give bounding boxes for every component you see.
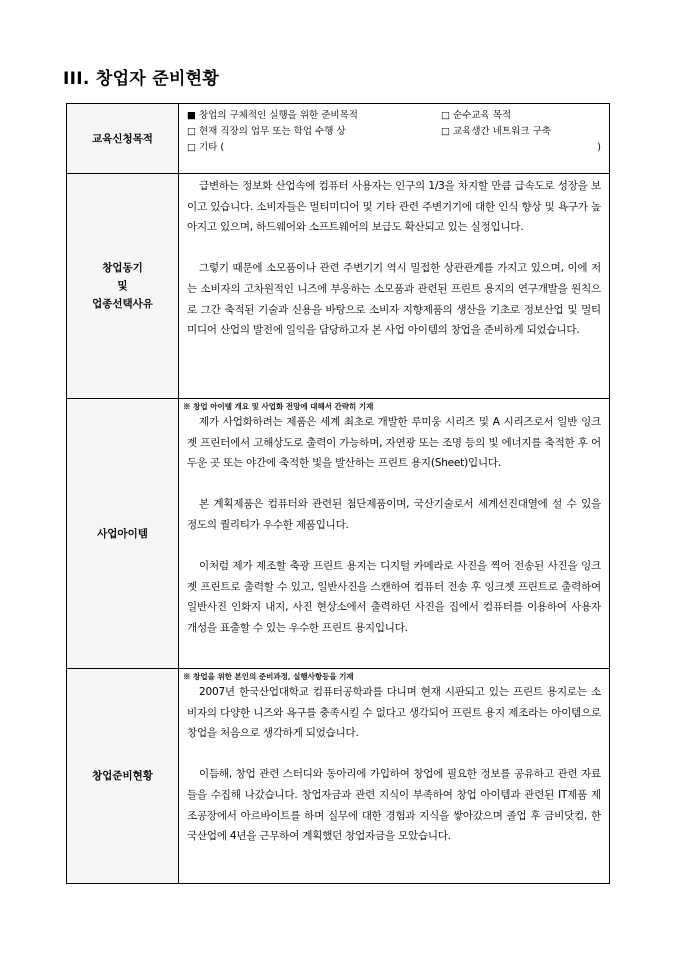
- motive-paragraph: 급변하는 정보화 산업속에 컴퓨터 사용자는 인구의 1/3을 차지할 만큼 급속도로 성장을 보이고 있습니다. 소비자들은 멀티미디어 및 기타 관련 주변기기에 대한 인식 향상 및 욕구가 높아지고 있으며, 하드웨어와 소프트웨어의 보급도 확산되고 있는 실정입니다.: [187, 180, 601, 234]
- preparation-status-table: [66, 103, 610, 884]
- motive-label: [67, 174, 179, 399]
- section-title: III. 창업자 준비현황: [63, 69, 220, 89]
- goal-label: 교육신청목적: [67, 104, 179, 174]
- option-startup-prep[interactable]: ■ 창업의 구체적인 실행을 위한 준비목적: [187, 110, 358, 121]
- prep-label: 창업준비현황: [67, 669, 179, 884]
- item-paragraph: 본 계획제품은 컴퓨터와 관련된 첨단제품이며, 국산기술로서 세계선진대열에 설 수 있을 정도의 퀄리티가 우수한 제품입니다.: [187, 498, 601, 531]
- item-paragraph: 제가 사업화하려는 제품은 세계 최초로 개발한 루미웅 시리즈 및 A 시리즈로서 일반 잉크젯 프린터에서 고해상도로 출력이 가능하며, 자연광 또는 조명 등의 빛 에너지를 축적한 후 어두운 곳 또는 야간에 축적한 빛을 발산하는 프린트 용지(Sheet)입니다.: [187, 416, 601, 470]
- motive-label-line1: 창업동기: [102, 262, 143, 274]
- table-row: [67, 104, 610, 174]
- item-content: [179, 399, 610, 669]
- motive-label-line2: 및: [117, 280, 128, 292]
- option-etc-close: ): [597, 142, 601, 153]
- prep-paragraph: 2007년 한국산업대학교 컴퓨터공학과를 다니며 현재 시판되고 있는 프린트 용지로는 소비자의 다양한 니즈와 욕구를 충족시킬 수 없다고 생각되어 프린트 용지 제조라는 아이템으로 창업을 처음으로 생각하게 되었습니다.: [187, 686, 601, 740]
- option-current-work[interactable]: □ 현재 직장의 업무 또는 학업 수행 상: [187, 126, 346, 137]
- option-etc[interactable]: □ 기타 (: [187, 142, 225, 153]
- motive-label-line3: 업종선택사유: [92, 298, 153, 310]
- goal-options: [179, 104, 610, 174]
- motive-content: [179, 174, 610, 399]
- prep-content: [179, 669, 610, 884]
- table-row: [67, 174, 610, 399]
- option-network[interactable]: □ 교육생간 네트워크 구축: [441, 126, 551, 137]
- prep-note: ※ 창업을 위한 본인의 준비과정, 실행사항등을 기재: [183, 672, 354, 681]
- item-note: ※ 창업 아이템 개요 및 사업화 전망에 대해서 간략히 기재: [183, 402, 374, 411]
- item-paragraph: 이처럼 제가 제조할 축광 프린트 용지는 디지털 카메라로 사진을 찍어 전송된 사진을 잉크젯 프린트로 출력할 수 있고, 일반사진을 스캔하여 컴퓨터 전송 후 잉크젯 프린트로 출력하여 일반사진 인화지 내지, 사진 현상소에서 출력하던 사진을 집에서 컴퓨터를 이용하여 사용자 개성을 표출할 수 있는 우수한 프린트 용지입니다.: [187, 560, 601, 634]
- motive-paragraph: 그렇기 때문에 소모품이나 관련 주변기기 역시 밀접한 상관관계를 가지고 있으며, 이에 저는 소비자의 고차원적인 니즈에 부응하는 소모품과 관련된 프린트 용지의 연구개발을 원칙으로 그간 축적된 기술과 신용을 바탕으로 소비자 지향제품의 생산을 기초로 정보산업 및 멀티미디어 산업의 발전에 일익을 담당하고자 본 사업 아이템의 창업을 준비하게 되었습니다.: [187, 262, 601, 337]
- option-pure-education[interactable]: □ 순수교육 목적: [441, 110, 512, 121]
- table-row: [67, 669, 610, 884]
- item-label: 사업아이템: [67, 399, 179, 669]
- prep-paragraph: 이듬해, 창업 관련 스터디와 동아리에 가입하여 창업에 필요한 정보를 공유하고 관련 자료들을 수집해 나갔습니다. 창업자금과 관련 지식이 부족하여 창업 아이템과 관련된 IT제품 제조공장에서 아르바이트를 하며 실무에 대한 경험과 지식을 쌓아갔으며 졸업 후 금비닷컴, 한국산업에 4년을 근무하여 계획했던 창업자금을 모았습니다.: [187, 768, 601, 843]
- table-row: [67, 399, 610, 669]
